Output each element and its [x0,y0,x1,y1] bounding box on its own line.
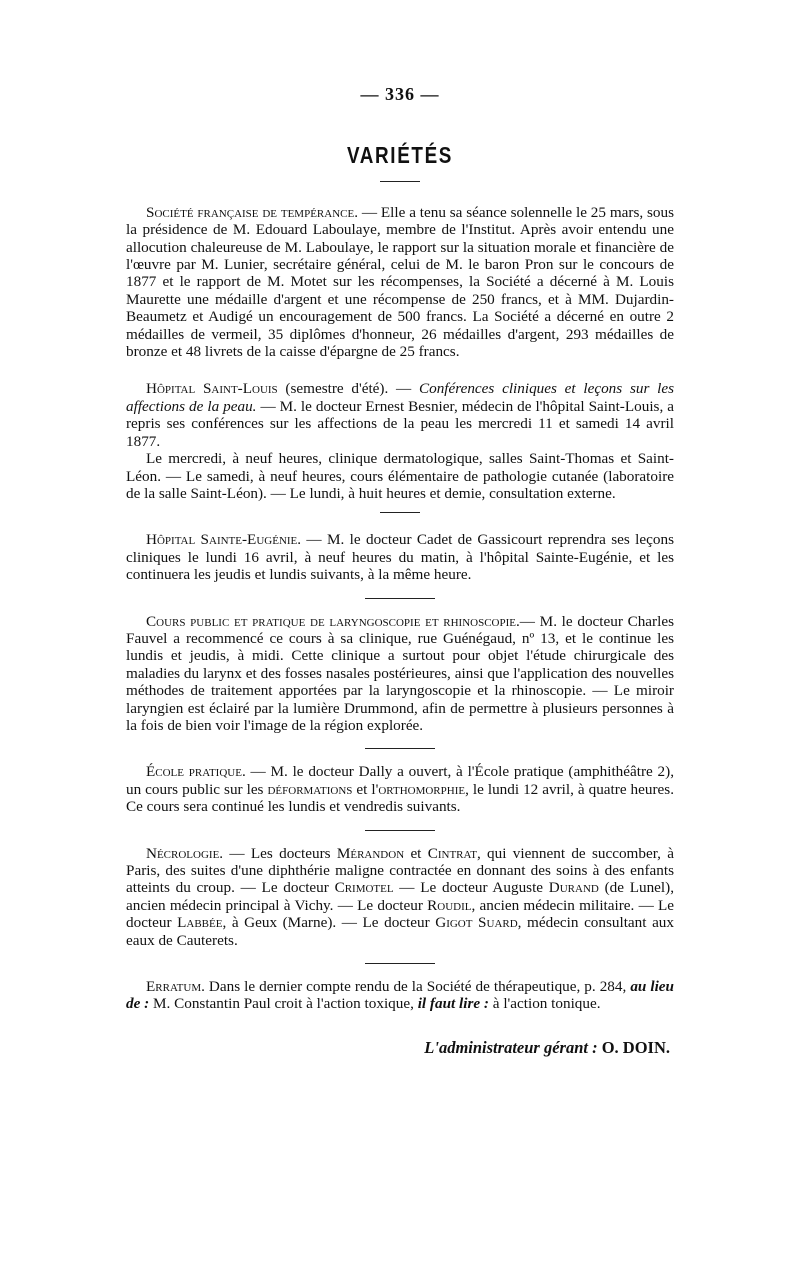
section-body: — M. le docteur Ernest Besnier, médecin de l'hôpital Saint-Louis, a repris ses conférences sur les affections de la peau les mercredi 11 et samedi 14 avril 1877. [126,397,674,450]
person-name: Mérandon [336,844,405,862]
section-lead: Hôpital Saint-Louis [146,380,278,398]
section-body: , le lundi 12 avril, à quatre heures. Ce cours sera continué les lundis et vendredis suivants. [126,780,674,816]
section-body: — M. le docteur Charles Fauvel a recommencé ce cours à sa clinique, rue Guénégaud, nº 13, et le continue les lundis et jeudis, à midi. Cette clinique a surtout pour objet l'étude chirurgicale des maladies du larynx et des fosses nasales postérieures, ainsi que l'application des nouvelles méthodes de traitement apportées par la laryngoscopie et la rhinoscopie. — Le miroir laryngien est éclairé par la lumière Drummond, afin de permettre à plusieurs personnes à la fois de bien voir l'image de la région explorée. [126,612,674,734]
text-run: et [404,844,428,862]
section-hopital-saint-louis [126,380,674,450]
section-body: (semestre d'été). — [277,380,419,398]
person-name: Labbée [177,914,223,932]
text-run: , médecin consultant aux eaux de Cauterets. [126,914,674,949]
person-name: Cintrat [427,844,477,862]
person-name: Gigot Suard [435,914,518,932]
text-run: à l'action tonique. [488,995,601,1013]
person-name: Crimotel [334,879,394,897]
section-body: — Elle a tenu sa séance solennelle le 25 mars, sous la présidence de M. Edouard Laboulaye, membre de l'Institut. Après avoir entendu une allocution chaleureuse de M. Laboulaye, le rapport sur la situation morale et financière de l'œuvre par M. Lunier, secrétaire général, celui de M. le baron Pron sur le concours de 1877 et le rapport de M. Motet sur les récompenses, la Société a décerné à M. Louis Maurette une médaille d'argent et une récompense de 250 francs, et à MM. Dujardin-Beaumetz et Audigé un encouragement de 500 francs. La Société a décerné en outre 2 médailles de vermeil, 35 diplômes d'honneur, 26 médailles d'argent, 293 médailles de bronze et 48 livrets de la caisse d'épargne de 25 francs. [126,203,675,361]
section-lead: Erratum. [146,978,205,996]
title-divider [380,181,420,182]
signature-label: L'administrateur gérant : [424,1037,598,1057]
section-lead: Cours public et pratique de laryngoscopie et rhinoscopie. [146,612,520,630]
section-divider [380,512,420,513]
section-lead: Nécrologie. [146,844,224,862]
section-cours-laryngoscopie [126,613,674,735]
text-run: (de Lunel), ancien médecin principal à Vichy. — Le docteur [126,879,674,914]
section-ecole-pratique [126,763,674,815]
signature [126,1039,674,1056]
person-name: Durand [548,879,599,897]
text-run: , à Geux (Marne). — Le docteur [222,914,436,932]
section-societe-temperance [126,204,674,361]
text-run: Dans le dernier compte rendu de la Société de thérapeutique, p. 284, [204,978,631,996]
section-divider [365,830,435,831]
section-smallcaps: déformations [267,780,353,798]
text-run: , ancien médecin militaire. — Le docteur [126,896,675,932]
text-run: — Les docteurs [223,844,337,862]
text-run: M. Constantin Paul croit à l'action toxique, [149,995,418,1013]
text-run: , qui viennent de succomber, à Paris, des suites d'une diphthérie maligne contractée en donnant des soins à des enfants atteints du croup. — Le docteur [126,844,674,897]
section-italic-title: Conférences cliniques et leçons sur les affections de la peau. [126,380,674,415]
section-body: et l' [352,780,379,798]
section-lead: Société française de tempérance. [146,203,359,221]
section-lead: École pratique. [146,763,246,781]
section-divider [365,963,435,964]
section-divider [365,598,435,599]
section-body: — M. le docteur Dally a ouvert, à l'École pratique (amphithéâtre 2), un cours public sur les [126,763,674,798]
section-necrologie [126,845,674,949]
section-smallcaps: orthomorphie [378,780,466,798]
italic-phrase: il faut lire : [417,995,489,1013]
page-number: — 336 — [360,84,440,104]
section-lead: Hôpital Sainte-Eugénie. [146,531,302,549]
section-paragraph: Le mercredi, à neuf heures, clinique dermatologique, salles Saint-Thomas et Saint-Léon. — Le samedi, à neuf heures, cours élémentaire de pathologie cutanée (laboratoire de la salle Saint-Léon). — Le lundi, à huit heures et demie, consultation externe. [126,450,674,502]
italic-phrase: au lieu de : [126,978,674,1013]
person-name: Roudil [427,896,472,914]
page-title: VARIÉTÉS [346,142,454,169]
signature-name: O. DOIN. [597,1037,670,1057]
section-hopital-sainte-eugenie [126,531,674,583]
section-body: — M. le docteur Cadet de Gassicourt reprendra ses leçons cliniques le lundi 16 avril, à neuf heures du matin, à l'hôpital Sainte-Eugénie, et les continuera les jeudis et lundis suivants, à la même heure. [126,531,674,584]
section-erratum [126,978,674,1013]
section-divider [365,748,435,749]
spacer [126,360,674,380]
journal-page [126,80,674,1056]
text-run: — Le docteur Auguste [393,879,549,897]
